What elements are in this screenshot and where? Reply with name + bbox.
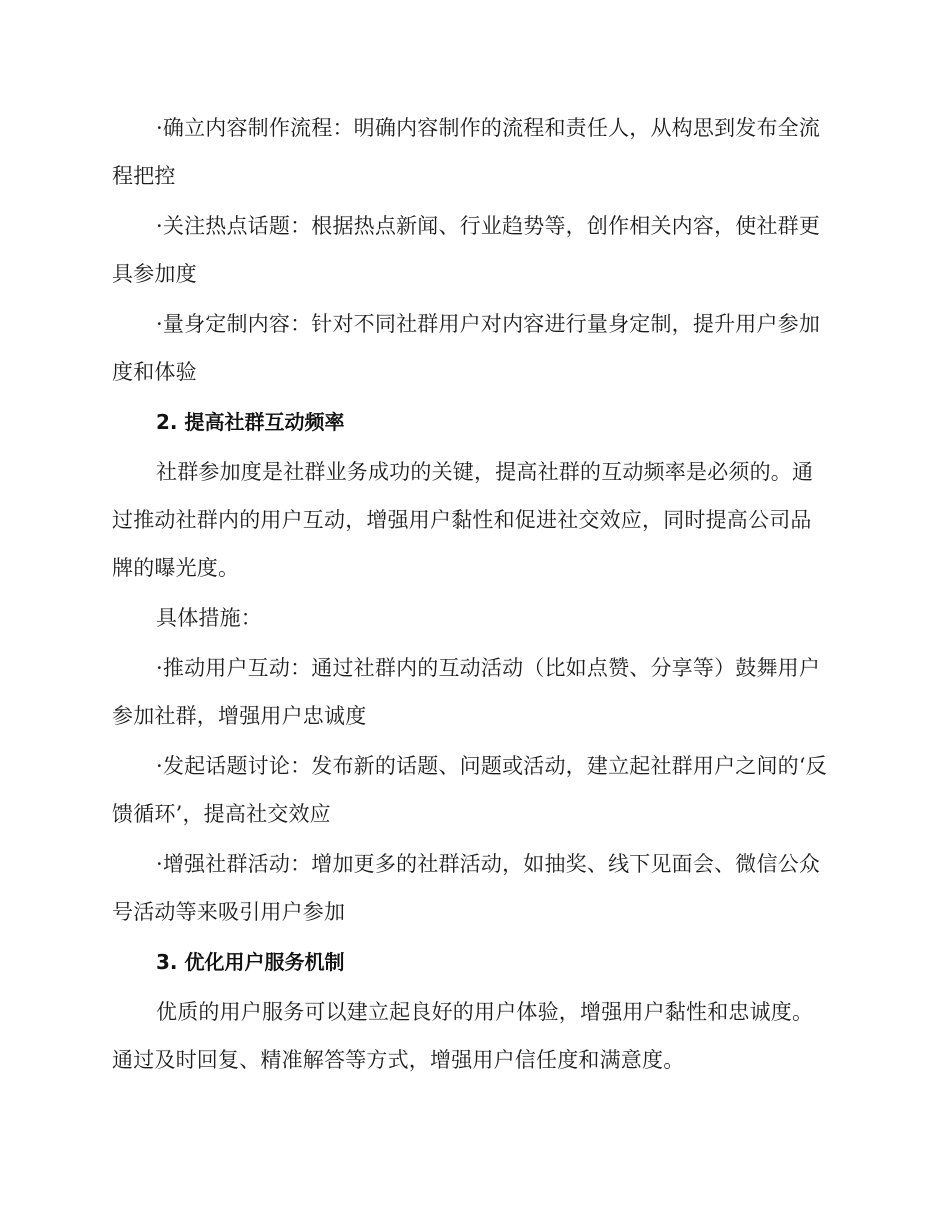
bullet-item: ·关注热点话题：根据热点新闻、行业趋势等，创作相关内容，使社群更具参加度 (112, 214, 821, 286)
document-body (112, 104, 827, 1084)
paragraph: 具体措施： (156, 606, 262, 630)
paragraph: 优质的用户服务可以建立起良好的用户体验，增强用户黏性和忠诚度。通过及时回复、精准解答等方式，增强用户信任度和满意度。 (112, 1000, 814, 1072)
bullet-item: ·发起话题讨论：发布新的话题、问题或活动，建立起社群用户之间的‘反馈循环’，提高社交效应 (112, 754, 827, 826)
section-heading: 2. 提高社群互动频率 (156, 410, 345, 434)
section-heading: 3. 优化用户服务机制 (156, 950, 345, 974)
bullet-item: ·增强社群活动：增加更多的社群活动，如抽奖、线下见面会、微信公众号活动等来吸引用户参加 (112, 852, 821, 924)
paragraph: 社群参加度是社群业务成功的关键，提高社群的互动频率是必须的。通过推动社群内的用户互动，增强用户黏性和促进社交效应，同时提高公司品牌的曝光度。 (112, 460, 814, 580)
bullet-item: ·确立内容制作流程：明确内容制作的流程和责任人，从构思到发布全流程把控 (112, 116, 821, 188)
bullet-item: ·推动用户互动：通过社群内的互动活动（比如点赞、分享等）鼓舞用户参加社群，增强用户忠诚度 (112, 656, 821, 728)
bullet-item: ·量身定制内容：针对不同社群用户对内容进行量身定制，提升用户参加度和体验 (112, 312, 821, 384)
